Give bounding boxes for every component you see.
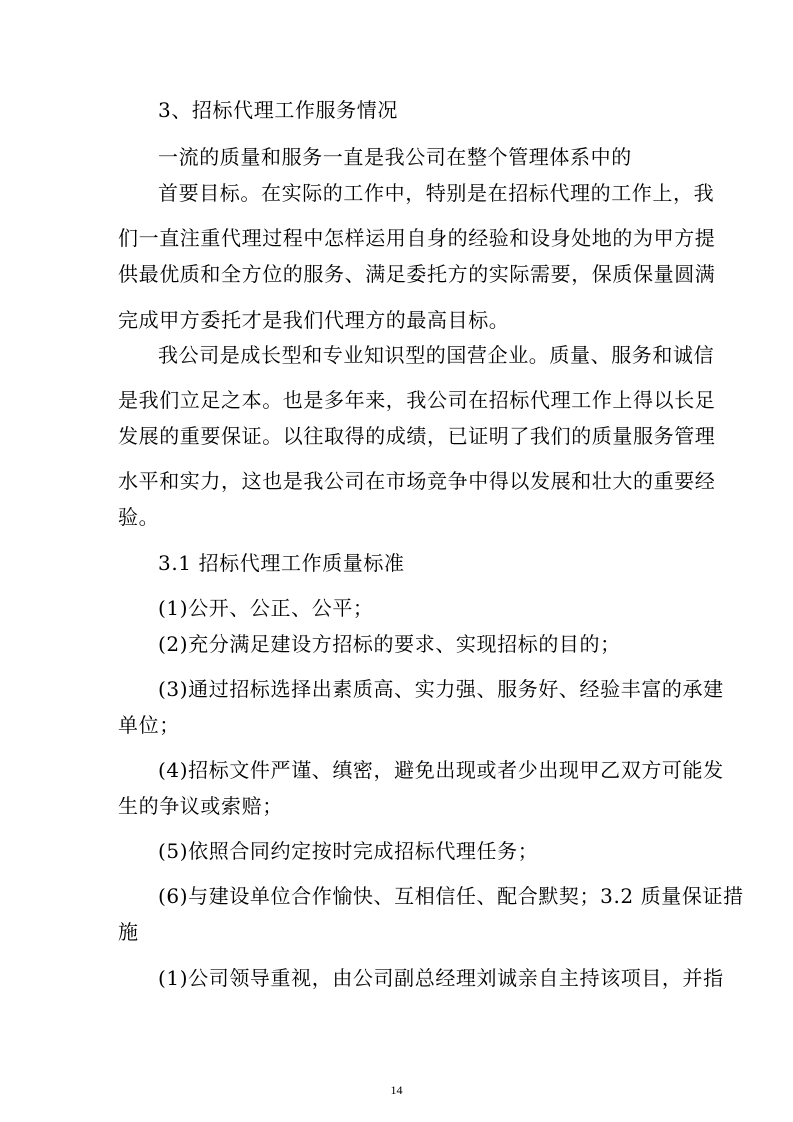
standard-item: 施 [118,920,139,944]
paragraph-line: 水平和实力，这也是我公司在市场竞争中得以发展和壮大的重要经 [118,469,716,493]
paragraph-line: 我公司是成长型和专业知识型的国营企业。质量、服务和诚信 [158,343,715,367]
paragraph-line: 供最优质和全方位的服务、满足委托方的实际需要，保质保量圆满 [118,262,716,286]
standard-item: (6)与建设单位合作愉快、互相信任、配合默契；3.2 质量保证措 [158,884,744,908]
subsection-heading: 3.1 招标代理工作质量标准 [158,551,405,575]
paragraph-line: 是我们立足之本。也是多年来，我公司在招标代理工作上得以长足 [118,388,716,412]
standard-item: (3)通过招标选择出素质高、实力强、服务好、经验丰富的承建 [158,677,724,701]
standard-item: (4)招标文件严谨、缜密，避免出现或者少出现甲乙双方可能发 [158,758,724,782]
paragraph-line: 首要目标。在实际的工作中，特别是在招标代理的工作上，我 [158,181,715,205]
standard-item: (2)充分满足建设方招标的要求、实现招标的目的； [158,632,621,656]
section-heading: 3、招标代理工作服务情况 [158,98,398,122]
standard-item: (5)依照合同约定按时完成招标代理任务； [158,839,539,863]
paragraph-line: 完成甲方委托才是我们代理方的最高目标。 [118,308,510,332]
paragraph-line: 们一直注重代理过程中怎样运用自身的经验和设身处地的为甲方提 [118,226,716,250]
paragraph-line: 发展的重要保证。以往取得的成绩，已证明了我们的质量服务管理 [118,424,716,448]
paragraph-line: 一流的质量和服务一直是我公司在整个管理体系中的 [158,145,632,169]
paragraph-line: 验。 [118,505,160,529]
standard-item: (1)公司领导重视，由公司副总经理刘诚亲自主持该项目，并指 [158,966,724,990]
standard-item: 生的争议或索赔； [118,794,283,818]
page-number: 14 [390,1083,403,1097]
standard-item: (1)公开、公正、公平； [158,596,374,620]
standard-item: 单位； [118,713,180,737]
